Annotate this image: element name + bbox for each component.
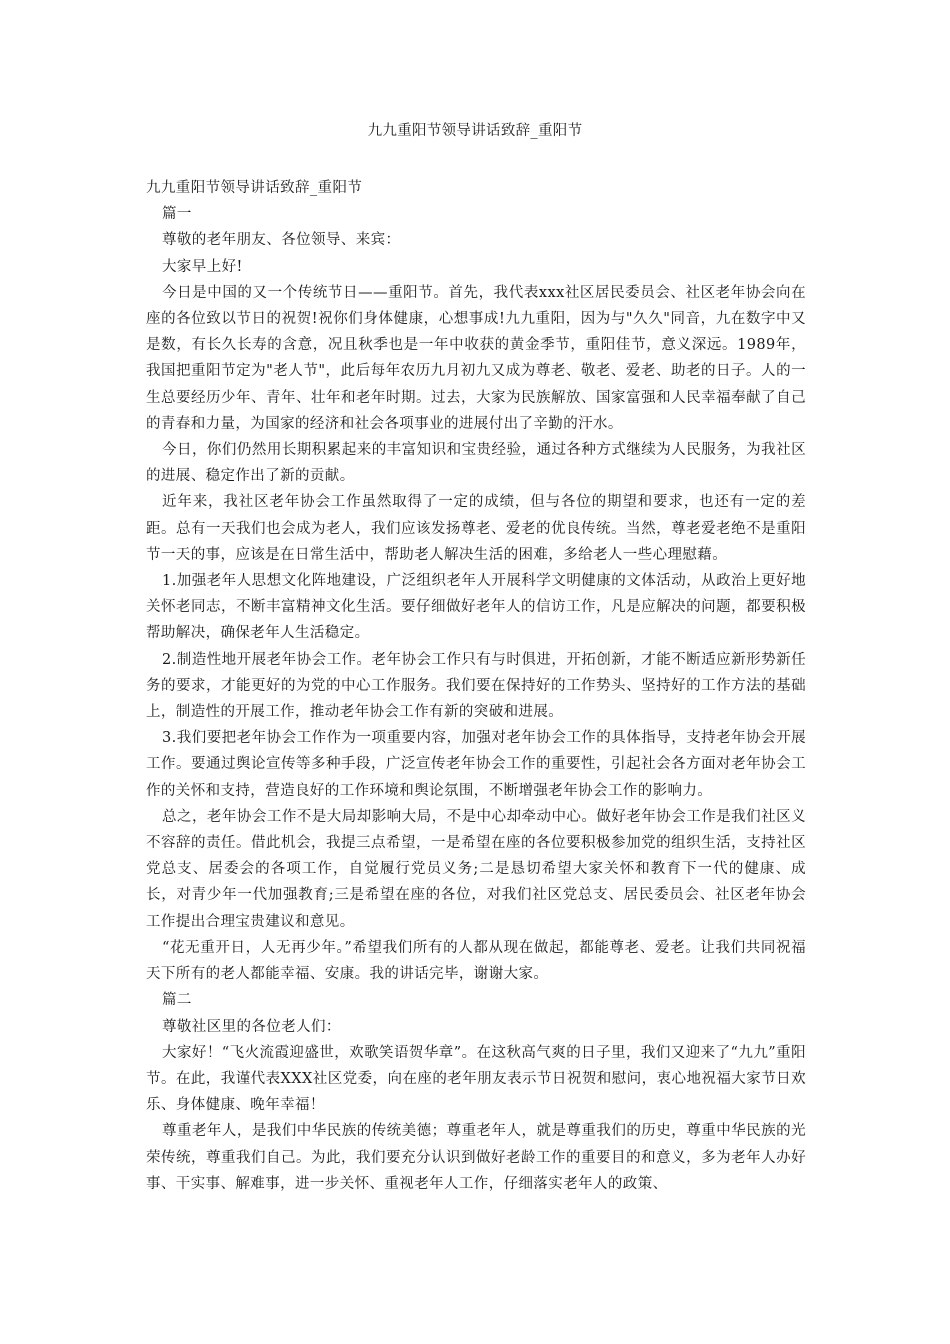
- paragraph: 今日，你们仍然用长期积累起来的丰富知识和宝贵经验，通过各种方式继续为人民服务，为我社区的进展、稳定作出了新的贡献。: [146, 442, 806, 485]
- salutation: 尊敬社区里的各位老人们：: [162, 1018, 341, 1035]
- paragraph: 近年来，我社区老年协会工作虽然取得了一定的成绩，但与各位的期望和要求，也还有一定的差距。总有一天我们也会成为老人，我们应该发扬尊老、爱老的优良传统。当然，尊老爱老绝不是重阳节一天的事，应该是在日常生活中，帮助老人解决生活的困难，多给老人一些心理慰藉。: [146, 494, 806, 563]
- document-body: [146, 175, 806, 1197]
- paragraph: 尊重老年人，是我们中华民族的传统美德；尊重老年人，就是尊重我们的历史，尊重中华民族的光荣传统，尊重我们自己。为此，我们要充分认识到做好老龄工作的重要目的和意义，多为老年人办好事、干实事、解难事，进一步关怀、重视老年人工作，仔细落实老年人的政策、: [146, 1123, 806, 1192]
- section-heading-1: 篇一: [162, 206, 192, 223]
- paragraph: “花无重开日，人无再少年。”希望我们所有的人都从现在做起，都能尊老、爱老。让我们共同祝福天下所有的老人都能幸福、安康。我的讲话完毕，谢谢大家。: [146, 939, 806, 983]
- document-subtitle: 九九重阳节领导讲话致辞_重阳节: [146, 180, 363, 196]
- list-item: 1.加强老年人思想文化阵地建设，广泛组织老年人开展科学文明健康的文体活动，从政治上更好地关怀老同志，不断丰富精神文化生活。要仔细做好老年人的信访工作，凡是应解决的问题，都要积极帮助解决，确保老年人生活稳定。: [146, 573, 806, 642]
- list-item: 3.我们要把老年协会工作作为一项重要内容，加强对老年协会工作的具体指导，支持老年协会开展工作。要通过舆论宣传等多种手段，广泛宣传老年协会工作的重要性，引起社会各方面对老年协会工作的关怀和支持，营造良好的工作环境和舆论氛围，不断增强老年协会工作的影响力。: [146, 730, 806, 799]
- paragraph: 大家好！“飞火流霞迎盛世，欢歌笑语贺华章”。在这秋高气爽的日子里，我们又迎来了“九九”重阳节。在此，我谨代表XXX社区党委，向在座的老年朋友表示节日祝贺和慰问，衷心地祝福大家节日欢乐、身体健康、晚年幸福！: [146, 1044, 806, 1114]
- greeting: 大家早上好!: [162, 258, 243, 275]
- paragraph: 今日是中国的又一个传统节日——重阳节。首先，我代表xxx社区居民委员会、社区老年协会向在座的各位致以节日的祝贺!祝你们身体健康，心想事成!九九重阳，因为与"久久"同音，九在数字中又是数，有长久长寿的含意，况且秋季也是一年中收获的黄金季节，重阳佳节，意义深远。1989年，我国把重阳节定为"老人节"，此后每年农历九月初九又成为尊老、敬老、爱老、助老的日子。人的一生总要经历少年、青年、壮年和老年时期。过去，大家为民族解放、国家富强和人民幸福奉献了自己的青春和力量，为国家的经济和社会各项事业的进展付出了辛勤的汗水。: [146, 284, 806, 432]
- document-header-title: 九九重阳节领导讲话致辞_重阳节: [367, 123, 583, 139]
- list-item: 2.制造性地开展老年协会工作。老年协会工作只有与时俱进，开拓创新，才能不断适应新形势新任务的要求，才能更好的为党的中心工作服务。我们要在保持好的工作势头、坚持好的工作方法的基础上，制造性的开展工作，推动老年协会工作有新的突破和进展。: [146, 651, 806, 721]
- salutation: 尊敬的老年朋友、各位领导、来宾：: [162, 232, 401, 249]
- paragraph: 总之，老年协会工作不是大局却影响大局，不是中心却牵动中心。做好老年协会工作是我们社区义不容辞的责任。借此机会，我提三点希望，一是希望在座的各位要积极参加党的组织生活，支持社区党总支、居委会的各项工作，自觉履行党员义务;二是恳切希望大家关怀和教育下一代的健康、成长，对青少年一代加强教育;三是希望在座的各位，对我们社区党总支、居民委员会、社区老年协会工作提出合理宝贵建议和意见。: [146, 808, 806, 930]
- section-heading-2: 篇二: [162, 992, 192, 1009]
